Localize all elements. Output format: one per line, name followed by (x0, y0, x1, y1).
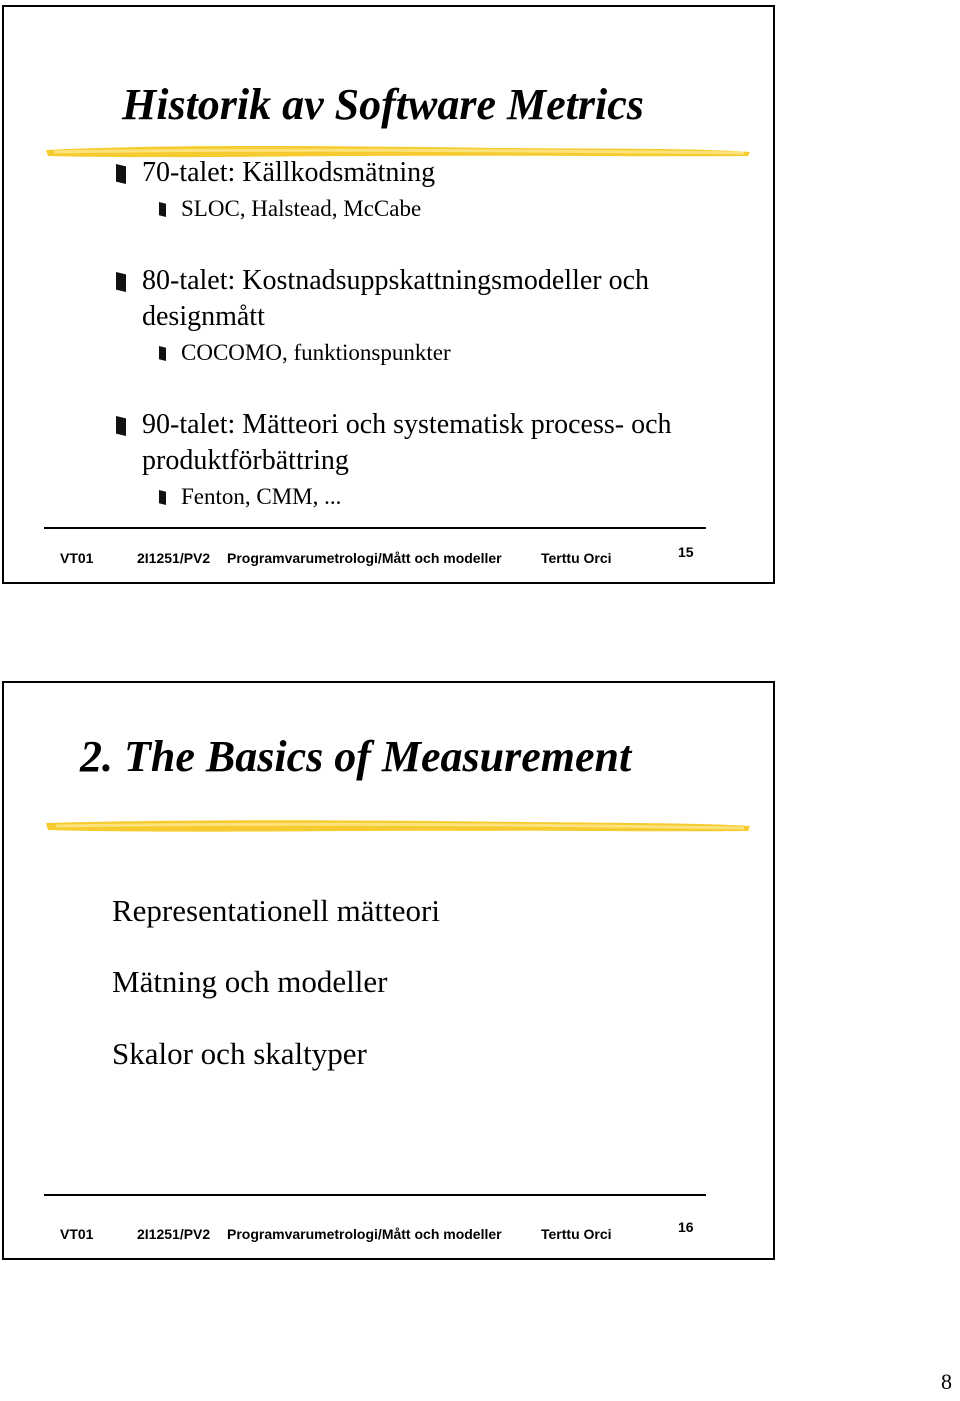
sub-bullet-marker-icon (159, 490, 166, 505)
footer-divider (44, 527, 706, 529)
sub-bullet-marker-icon (159, 202, 166, 217)
bullet-item (112, 407, 732, 479)
page-number: 8 (941, 1369, 952, 1394)
sub-bullet-text: COCOMO, funktionspunkter (181, 340, 451, 365)
sub-bullet-item (112, 193, 732, 225)
slide-title: Historik av Software Metrics (122, 80, 644, 129)
bullet-list (112, 155, 732, 513)
bullet-marker-icon (116, 164, 126, 184)
footer-term: VT01 (60, 1226, 94, 1242)
sub-bullet-item (112, 481, 732, 513)
slide-title: 2. The Basics of Measurement (80, 732, 632, 781)
slide-number: 16 (678, 1219, 694, 1235)
footer-author: Terttu Orci (541, 550, 612, 566)
bullet-item (112, 155, 732, 191)
footer-course: 2I1251/PV2 (137, 1226, 211, 1242)
slide-16 (2, 681, 775, 1260)
bullet-item (112, 263, 732, 335)
topic-item: Representationell mätteori (112, 893, 440, 928)
bullet-text: 80-talet: Kostnadsuppskattningsmodeller och designmått (142, 265, 650, 332)
topic-item: Mätning och modeller (112, 964, 388, 999)
slide-15 (2, 5, 775, 584)
footer-course: 2I1251/PV2 (137, 550, 211, 566)
footer-subject: Programvarumetrologi/Mått och modeller (227, 1226, 502, 1242)
slide-number: 15 (678, 544, 694, 560)
sub-bullet-marker-icon (159, 346, 166, 361)
bullet-marker-icon (116, 416, 126, 436)
topic-item: Skalor och skaltyper (112, 1036, 367, 1071)
sub-bullet-text: Fenton, CMM, ... (181, 484, 342, 509)
footer-term: VT01 (60, 550, 94, 566)
bullet-marker-icon (116, 272, 126, 292)
footer-divider (44, 1194, 706, 1196)
footer-author: Terttu Orci (541, 1226, 612, 1242)
sub-bullet-text: SLOC, Halstead, McCabe (181, 196, 422, 221)
bullet-text: 90-talet: Mätteori och systematisk process- och produktförbättring (142, 409, 672, 476)
sub-bullet-item (112, 337, 732, 369)
bullet-text: 70-talet: Källkodsmätning (142, 157, 436, 188)
title-highlight-stroke (44, 814, 752, 836)
footer-subject: Programvarumetrologi/Mått och modeller (227, 550, 502, 566)
